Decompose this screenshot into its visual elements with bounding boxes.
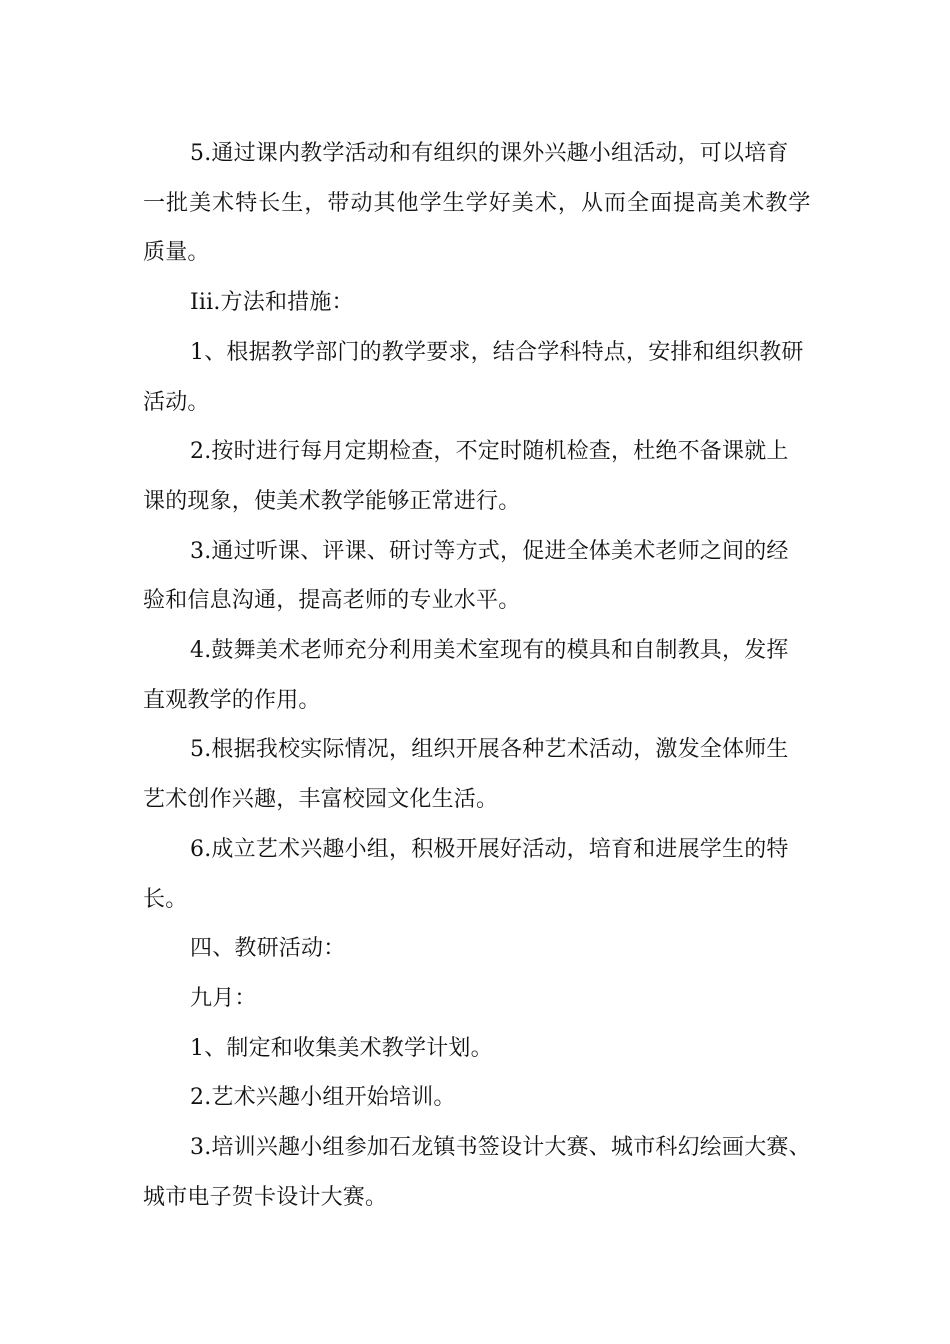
text-line: 验和信息沟通，提高老师的专业水平。	[143, 588, 521, 614]
paragraph-method-4	[143, 626, 808, 725]
text-line: 1、根据教学部门的教学要求，结合学科特点，安排和组织教研	[190, 339, 804, 365]
paragraph-method-1	[143, 328, 808, 427]
text-line: 6.成立艺术兴趣小组，积极开展好活动，培育和进展学生的特	[190, 836, 789, 862]
text-line: 艺术创作兴趣，丰富校园文化生活。	[143, 787, 499, 813]
paragraph-method-6	[143, 825, 808, 924]
text-line: 5.根据我校实际情况，组织开展各种艺术活动，激发全体师生	[190, 737, 789, 763]
section-heading-methods	[143, 278, 808, 328]
text-line: 直观教学的作用。	[143, 687, 321, 713]
text-line: 4.鼓舞美术老师充分利用美术室现有的模具和自制教具，发挥	[190, 638, 789, 664]
text-line: 1、制定和收集美术教学计划。	[190, 1035, 493, 1061]
text-line: 课的现象，使美术教学能够正常进行。	[143, 488, 521, 514]
text-line: 质量。	[143, 240, 210, 266]
text-line: 2.艺术兴趣小组开始培训。	[190, 1085, 456, 1111]
paragraph-method-2	[143, 427, 808, 526]
text-line: 一批美术特长生，带动其他学生学好美术，从而全面提高美术教学	[143, 190, 812, 216]
text-line: 四、教研活动：	[190, 936, 346, 962]
paragraph-goal-5	[143, 129, 812, 278]
activity-item-2	[143, 1073, 808, 1123]
month-heading-september	[143, 974, 808, 1024]
section-heading-activities	[143, 924, 808, 974]
text-line: 3.通过听课、评课、研讨等方式，促进全体美术老师之间的经	[190, 538, 789, 564]
paragraph-method-5	[143, 725, 808, 824]
text-line: 3.培训兴趣小组参加石龙镇书签设计大赛、城市科幻绘画大赛、	[190, 1135, 811, 1161]
activity-item-3	[143, 1123, 811, 1222]
text-line: 活动。	[143, 389, 210, 415]
text-line: 5.通过课内教学活动和有组织的课外兴趣小组活动，可以培育	[190, 141, 789, 166]
text-line: 城市电子贺卡设计大赛。	[143, 1184, 388, 1210]
document-body	[143, 129, 812, 1222]
paragraph-method-3	[143, 527, 808, 626]
text-line: 九月：	[190, 985, 257, 1011]
activity-item-1	[143, 1024, 808, 1074]
text-line: Iii.方法和措施：	[190, 290, 354, 316]
text-line: 长。	[143, 886, 188, 912]
text-line: 2.按时进行每月定期检查，不定时随机检查，杜绝不备课就上	[190, 439, 789, 465]
